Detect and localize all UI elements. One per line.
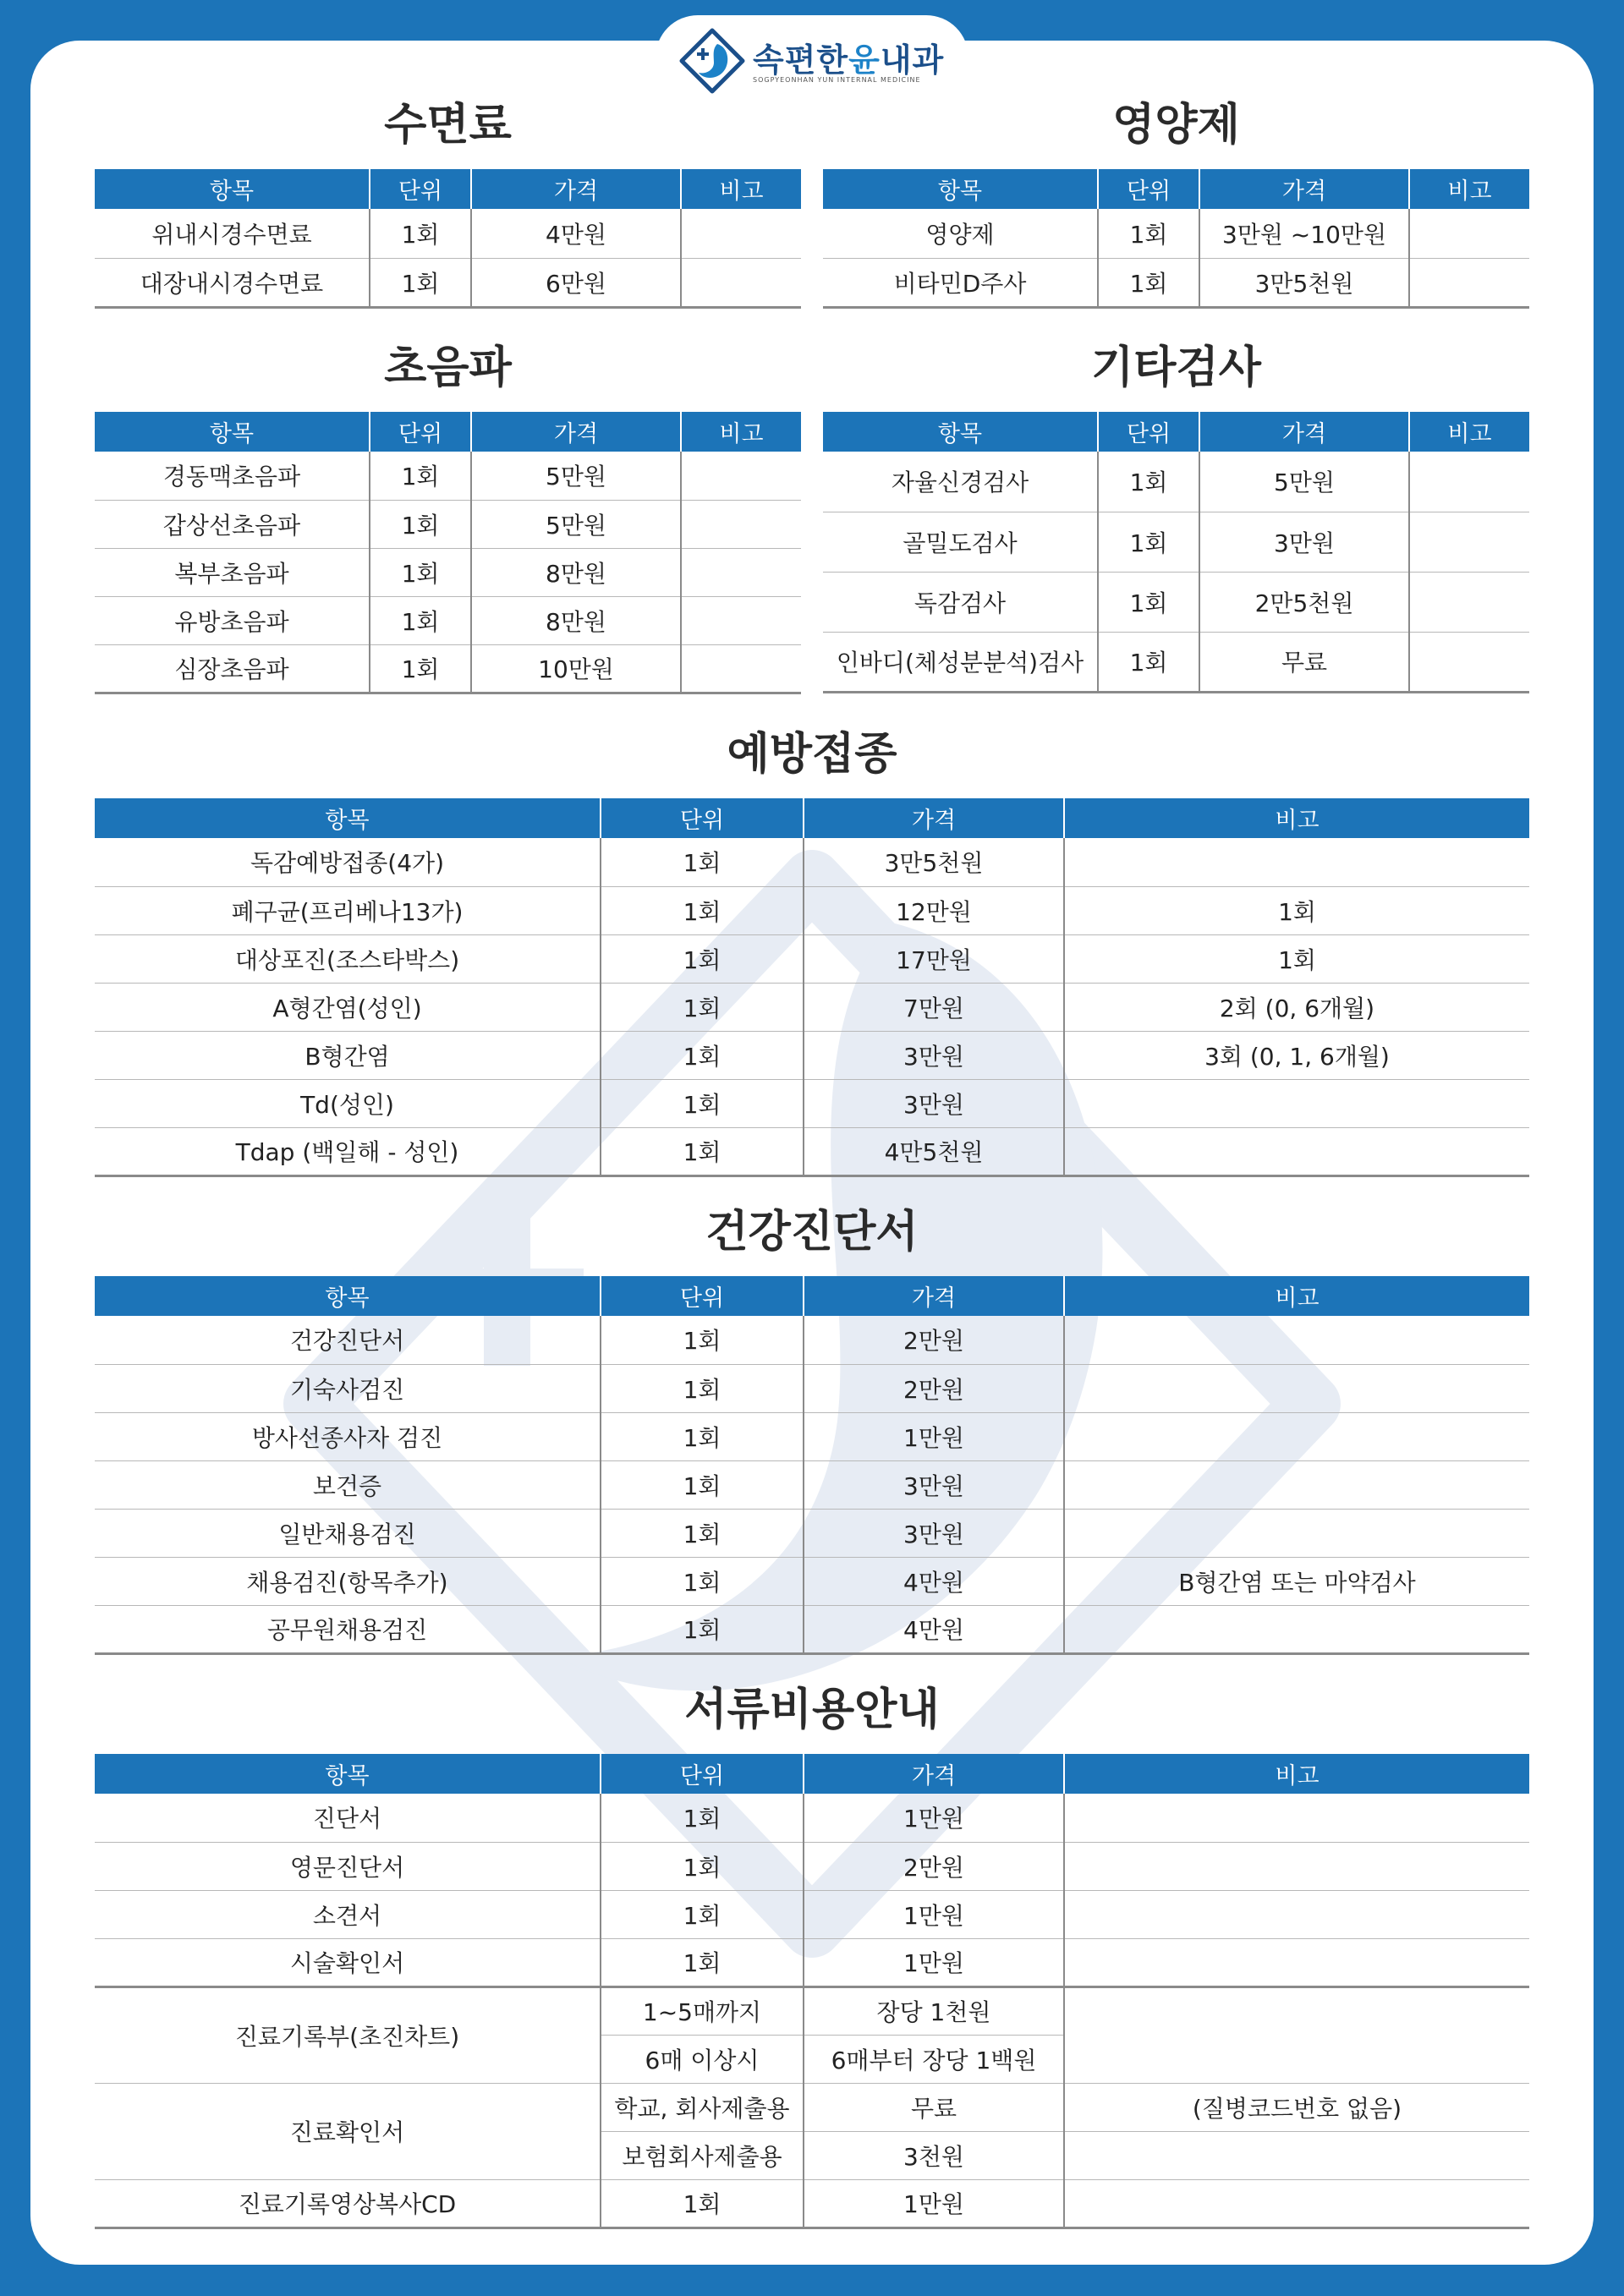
- cell-note: [1064, 1412, 1529, 1460]
- cell-price: 3만원: [804, 1460, 1064, 1509]
- clinic-name: 속편한윤내과: [753, 41, 945, 79]
- cell-item: 대장내시경수면료: [95, 258, 370, 307]
- cell-unit: 1회: [601, 983, 804, 1031]
- cell-unit: 1회: [601, 1412, 804, 1460]
- cell-unit: 보험회사제출용: [601, 2131, 804, 2179]
- cell-price: 3만원: [804, 1079, 1064, 1127]
- section-health-certificate: [95, 1207, 1529, 1655]
- header-item: 항목: [823, 169, 1098, 209]
- cell-note: [1064, 838, 1529, 886]
- cell-price: 5만원: [471, 452, 681, 500]
- table-row: [95, 2179, 1529, 2228]
- table-row: [95, 1079, 1529, 1127]
- cell-unit: 1회: [370, 258, 471, 307]
- cell-price: 10만원: [471, 644, 681, 693]
- table-row: [95, 1316, 1529, 1364]
- cell-note: [1064, 2179, 1529, 2228]
- section-documents: [95, 1685, 1529, 2229]
- table-row: [95, 1031, 1529, 1079]
- header-price: 가격: [804, 1754, 1064, 1794]
- section-sedation: [95, 100, 801, 309]
- table-row: [95, 1986, 1529, 2035]
- cell-note: [1409, 572, 1529, 632]
- table-row: [95, 934, 1529, 983]
- table-row: [95, 1605, 1529, 1653]
- cell-item: 일반채용검진: [95, 1509, 601, 1557]
- cell-unit: 1회: [370, 596, 471, 644]
- header-unit: 단위: [601, 1754, 804, 1794]
- cell-unit: 1회: [601, 1557, 804, 1605]
- cell-unit: 1회: [601, 1316, 804, 1364]
- cell-price: 12만원: [804, 886, 1064, 934]
- header-unit: 단위: [601, 1276, 804, 1316]
- cell-note: 1회: [1064, 886, 1529, 934]
- cell-unit: 1회: [370, 548, 471, 596]
- cell-item: 진료기록영상복사CD: [95, 2179, 601, 2228]
- cell-note: [1064, 1460, 1529, 1509]
- cell-item: 채용검진(항목추가): [95, 1557, 601, 1605]
- cell-note: [681, 258, 801, 307]
- table-row: [95, 500, 801, 548]
- cell-item: B형간염: [95, 1031, 601, 1079]
- cell-note: [1064, 1127, 1529, 1175]
- cell-unit: 1회: [601, 886, 804, 934]
- table-row: [95, 644, 801, 693]
- header-item: 항목: [95, 412, 370, 452]
- cell-item: 복부초음파: [95, 548, 370, 596]
- table-row: [95, 1509, 1529, 1557]
- cell-note: [681, 209, 801, 258]
- table-header-row: [823, 169, 1529, 209]
- cell-note: [1064, 1986, 1529, 2083]
- cell-price: 4만원: [804, 1557, 1064, 1605]
- section-title: 영양제: [1112, 100, 1240, 151]
- header-unit: 단위: [1098, 412, 1199, 452]
- cell-note: [1064, 1316, 1529, 1364]
- cell-note: [681, 596, 801, 644]
- header-note: 비고: [1409, 412, 1529, 452]
- cell-unit: 1회: [601, 1127, 804, 1175]
- cell-price: 7만원: [804, 983, 1064, 1031]
- table-header-row: [95, 1754, 1529, 1794]
- table-row: [95, 548, 801, 596]
- cell-price: 2만5천원: [1199, 572, 1409, 632]
- cell-price: 2만원: [804, 1364, 1064, 1412]
- header-note: 비고: [1064, 1754, 1529, 1794]
- table-row: [95, 983, 1529, 1031]
- cell-unit: 1회: [1098, 258, 1199, 307]
- table-header-row: [823, 412, 1529, 452]
- table-row: [95, 1412, 1529, 1460]
- cell-price: 1만원: [804, 2179, 1064, 2228]
- cell-note: [1409, 512, 1529, 572]
- table-row: [823, 258, 1529, 307]
- cell-unit: 6매 이상시: [601, 2035, 804, 2083]
- header-unit: 단위: [601, 798, 804, 838]
- cell-price: 1만원: [804, 1794, 1064, 1842]
- header-item: 항목: [823, 412, 1098, 452]
- cell-price: 4만5천원: [804, 1127, 1064, 1175]
- cell-unit: 1회: [601, 1509, 804, 1557]
- cell-unit: 1회: [370, 500, 471, 548]
- cell-note: B형간염 또는 마약검사: [1064, 1557, 1529, 1605]
- section-title: 초음파: [384, 342, 512, 393]
- cell-unit: 1회: [1098, 632, 1199, 692]
- cell-unit: 1회: [601, 1079, 804, 1127]
- cell-unit: 1회: [601, 1890, 804, 1938]
- cell-price: 1만원: [804, 1412, 1064, 1460]
- cell-unit: 1회: [370, 452, 471, 500]
- header-note: 비고: [1064, 798, 1529, 838]
- cell-note: [1409, 632, 1529, 692]
- section-other-tests: [823, 342, 1529, 693]
- cell-note: (질병코드번호 없음): [1064, 2083, 1529, 2131]
- header-item: 항목: [95, 1276, 601, 1316]
- section-title: 건강진단서: [705, 1207, 919, 1258]
- clinic-name-english: SOGPYEONHAN YUN INTERNAL MEDICINE: [753, 76, 921, 84]
- cell-item: 진료확인서: [95, 2083, 601, 2179]
- cell-item: 독감검사: [823, 572, 1098, 632]
- cell-item: 진단서: [312, 1805, 382, 1833]
- cell-price: 3만원: [804, 1509, 1064, 1557]
- price-table: [95, 1754, 1529, 2229]
- cell-unit: 1회: [601, 1794, 804, 1842]
- cell-price: 5만원: [471, 500, 681, 548]
- cell-price: 4만원: [471, 209, 681, 258]
- price-table: [95, 798, 1529, 1177]
- cell-unit: 1회: [370, 209, 471, 258]
- cell-price: 3만5천원: [804, 838, 1064, 886]
- section-title: 수면료: [384, 100, 512, 151]
- header-item: 항목: [95, 169, 370, 209]
- cell-note: [1064, 1842, 1529, 1890]
- cell-item: 기숙사검진: [95, 1364, 601, 1412]
- cell-item: Tdap (백일해 - 성인): [95, 1127, 601, 1175]
- cell-note: [681, 644, 801, 693]
- header-note: 비고: [681, 412, 801, 452]
- section-title: 예방접종: [727, 729, 897, 780]
- cell-item: 인바디(체성분분석)검사: [823, 632, 1098, 692]
- table-header-row: [95, 798, 1529, 838]
- section-nutrition: [823, 100, 1529, 309]
- header-item: 항목: [95, 1754, 601, 1794]
- table-row: [95, 209, 801, 258]
- table-header-row: [95, 412, 801, 452]
- cell-item: 대상포진(조스타박스): [95, 934, 601, 983]
- cell-price: 17만원: [804, 934, 1064, 983]
- cell-note: [1409, 452, 1529, 512]
- table-row: [95, 1842, 1529, 1890]
- table-row: [95, 1557, 1529, 1605]
- section-title: 기타검사: [1091, 342, 1261, 393]
- cell-note: [681, 548, 801, 596]
- cell-price: 3만원 ~10만원: [1199, 209, 1409, 258]
- table-row: [95, 452, 801, 500]
- table-row: [823, 512, 1529, 572]
- cell-unit: 1회: [601, 1031, 804, 1079]
- price-table: [95, 412, 801, 694]
- cell-unit: 학교, 회사제출용: [601, 2083, 804, 2131]
- cell-price: 3천원: [804, 2131, 1064, 2179]
- cell-price: 1만원: [804, 1890, 1064, 1938]
- cell-note: [681, 452, 801, 500]
- cell-item: 폐구균(프리베나13가): [95, 886, 601, 934]
- cell-price: 3만원: [1199, 512, 1409, 572]
- cell-item: 소견서: [95, 1890, 601, 1938]
- cell-note: [1064, 1079, 1529, 1127]
- cell-item: 심장초음파: [95, 644, 370, 693]
- cell-unit: 1회: [1098, 572, 1199, 632]
- header-price: 가격: [471, 169, 681, 209]
- cell-item: 영문진단서: [95, 1842, 601, 1890]
- cell-unit: 1회: [601, 1605, 804, 1653]
- section-ultrasound: [95, 342, 801, 694]
- price-table: [95, 169, 801, 309]
- cell-item: 진료기록부(초진차트): [95, 1986, 601, 2083]
- table-row: [95, 1364, 1529, 1412]
- cell-item: 건강진단서: [289, 1327, 405, 1356]
- cell-item: 보건증: [95, 1460, 601, 1509]
- cell-item: 갑상선초음파: [95, 500, 370, 548]
- cell-unit: 1회: [1098, 452, 1199, 512]
- cell-price: 4만원: [804, 1605, 1064, 1653]
- cell-unit: 1회: [601, 1364, 804, 1412]
- table-header-row: [95, 169, 801, 209]
- clinic-logo: [678, 27, 949, 96]
- clinic-logo-icon: [678, 27, 746, 95]
- table-row: [95, 1890, 1529, 1938]
- cell-item: 골밀도검사: [823, 512, 1098, 572]
- table-row: [95, 596, 801, 644]
- table-row: [823, 632, 1529, 692]
- cell-price: 2만원: [804, 1842, 1064, 1890]
- cell-price: 8만원: [471, 596, 681, 644]
- cell-price: 6매부터 장당 1백원: [804, 2035, 1064, 2083]
- cell-unit: 1회: [601, 838, 804, 886]
- table-row: [95, 1460, 1529, 1509]
- cell-unit: 1~5매까지: [601, 1986, 804, 2035]
- header-price: 가격: [471, 412, 681, 452]
- cell-item: 유방초음파: [95, 596, 370, 644]
- cell-price: 무료: [804, 2083, 1064, 2131]
- cell-price: 무료: [1199, 632, 1409, 692]
- table-row: [823, 572, 1529, 632]
- cell-unit: 1회: [601, 2179, 804, 2228]
- cell-note: [1064, 1938, 1529, 1986]
- cell-unit: 1회: [601, 934, 804, 983]
- header-price: 가격: [804, 798, 1064, 838]
- cell-item: 독감예방접종(4가): [250, 849, 444, 878]
- cell-note: [1064, 1890, 1529, 1938]
- cell-note: [1064, 1509, 1529, 1557]
- cell-note: [1064, 2131, 1529, 2179]
- cell-note: [1409, 209, 1529, 258]
- table-row: [95, 2083, 1529, 2131]
- table-row: [95, 1794, 1529, 1842]
- cell-unit: 1회: [1098, 209, 1199, 258]
- cell-unit: 1회: [370, 644, 471, 693]
- cell-item: 시술확인서: [95, 1938, 601, 1986]
- table-row: [95, 886, 1529, 934]
- cell-price: 1만원: [804, 1938, 1064, 1986]
- cell-item: 비타민D주사: [823, 258, 1098, 307]
- table-header-row: [95, 1276, 1529, 1316]
- table-row: [95, 1127, 1529, 1175]
- table-row: [823, 209, 1529, 258]
- price-table: [823, 412, 1529, 693]
- price-table: [823, 169, 1529, 309]
- cell-item: Td(성인): [95, 1079, 601, 1127]
- header-note: 비고: [681, 169, 801, 209]
- cell-item: 경동맥초음파: [162, 463, 301, 491]
- cell-note: 1회: [1064, 934, 1529, 983]
- cell-item: 위내시경수면료: [151, 220, 312, 249]
- header-unit: 단위: [1098, 169, 1199, 209]
- table-row: [95, 258, 801, 307]
- cell-item: 방사선종사자 검진: [95, 1412, 601, 1460]
- cell-note: [1064, 1794, 1529, 1842]
- cell-price: 장당 1천원: [804, 1986, 1064, 2035]
- cell-note: 3회 (0, 1, 6개월): [1064, 1031, 1529, 1079]
- cell-price: 3만원: [804, 1031, 1064, 1079]
- cell-item: 영양제: [925, 220, 995, 249]
- cell-item: 자율신경검사: [891, 469, 1029, 497]
- section-title: 서류비용안내: [684, 1685, 940, 1735]
- header-item: 항목: [95, 798, 601, 838]
- documents-special-rows: [95, 1986, 1529, 2228]
- table-row: [95, 1938, 1529, 1986]
- cell-note: [1064, 1364, 1529, 1412]
- cell-unit: 1회: [1098, 512, 1199, 572]
- cell-note: [681, 500, 801, 548]
- cell-price: 5만원: [1199, 452, 1409, 512]
- section-vaccination: [95, 729, 1529, 1177]
- cell-note: [1064, 1605, 1529, 1653]
- cell-price: 3만5천원: [1199, 258, 1409, 307]
- header-note: 비고: [1409, 169, 1529, 209]
- cell-unit: 1회: [601, 1842, 804, 1890]
- header-unit: 단위: [370, 169, 471, 209]
- cell-note: 2회 (0, 6개월): [1064, 983, 1529, 1031]
- header-note: 비고: [1064, 1276, 1529, 1316]
- header-price: 가격: [1199, 412, 1409, 452]
- price-table: [95, 1276, 1529, 1655]
- cell-item: A형간염(성인): [95, 983, 601, 1031]
- cell-price: 2만원: [804, 1316, 1064, 1364]
- table-row: [95, 838, 1529, 886]
- table-row: [823, 452, 1529, 512]
- cell-unit: 1회: [601, 1460, 804, 1509]
- cell-note: [1409, 258, 1529, 307]
- header-price: 가격: [1199, 169, 1409, 209]
- header-price: 가격: [804, 1276, 1064, 1316]
- cell-price: 8만원: [471, 548, 681, 596]
- cell-unit: 1회: [601, 1938, 804, 1986]
- cell-price: 6만원: [471, 258, 681, 307]
- cell-item: 공무원채용검진: [95, 1605, 601, 1653]
- header-unit: 단위: [370, 412, 471, 452]
